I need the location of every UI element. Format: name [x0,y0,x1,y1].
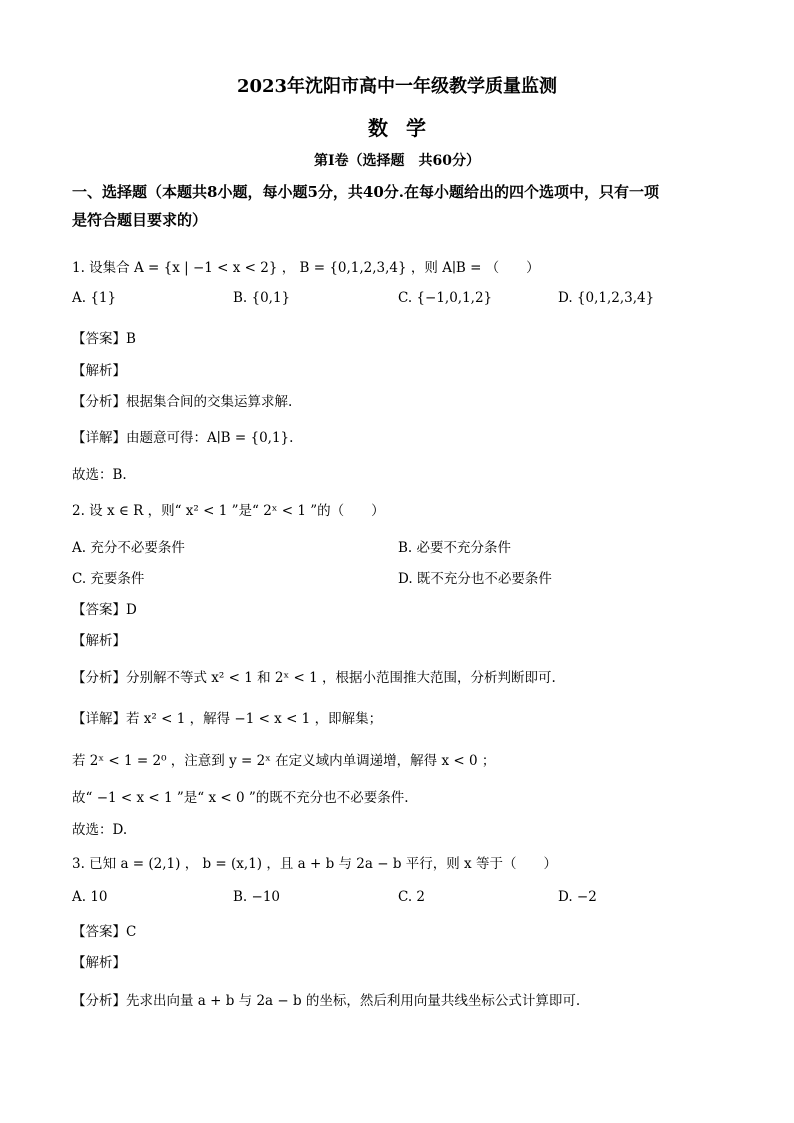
q3-fenxi: 【分析】先求出向量 a + b 与 2a − b 的坐标，然后利用向量共线坐标公式计算即可. [72,993,581,1009]
q3-option-b: B. −10 [233,889,280,905]
q1-option-d: D. {0,1,2,3,4} [558,290,655,306]
q2-option-d: D. 既不充分也不必要条件 [398,571,552,587]
q2-option-c: C. 充要条件 [72,571,145,587]
q1-guxuan: 故选：B. [72,467,127,483]
q3-jiexi: 【解析】 [72,955,126,971]
q3-stem: 3. 已知 a = (2,1) ， b = (x,1) ，且 a + b 与 2a − b 平行，则 x 等于（ ） [72,856,557,872]
q1-fenxi: 【分析】根据集合间的交集运算求解. [72,394,293,410]
part-title: 第Ⅰ卷（选择题 共60分） [313,153,481,169]
q1-xiangjie: 【详解】由题意可得：A∣B = {0,1}. [72,430,294,446]
page-title: 2023年沈阳市高中一年级教学质量监测 [236,76,558,97]
q3-option-a: A. 10 [72,889,108,905]
section-heading-line2: 是符合题目要求的） [72,211,208,229]
section-heading-line1: 一、选择题（本题共8小题，每小题5分，共40分.在每小题给出的四个选项中，只有一项 [72,183,659,201]
q3-answer: 【答案】C [72,924,137,940]
subject-title: 数学 [368,116,444,140]
q1-option-c: C. {−1,0,1,2} [398,290,493,306]
q3-option-c: C. 2 [398,889,426,905]
q2-guxuan: 故选：D. [72,822,128,838]
q2-stem: 2. 设 x ∈ R ，则“ x² < 1 ”是“ 2ˣ < 1 ”的（ ） [72,503,385,519]
q2-answer: 【答案】D [72,602,137,618]
q1-answer: 【答案】B [72,331,136,347]
q1-stem: 1. 设集合 A = {x | −1 < x < 2} ， B = {0,1,2,3,4} ，则 A∣B = （ ） [72,260,540,276]
q2-option-a: A. 充分不必要条件 [72,540,185,556]
q2-option-b: B. 必要不充分条件 [398,540,512,556]
q2-detail-line2: 若 2ˣ < 1 = 2⁰ ，注意到 y = 2ˣ 在定义域内单调递增，解得 x < 0 ； [72,753,496,769]
q2-xiangjie: 【详解】若 x² < 1 ，解得 −1 < x < 1 ，即解集； [72,711,383,727]
q1-option-b: B. {0,1} [233,290,291,306]
q3-option-d: D. −2 [558,889,597,905]
q2-jiexi: 【解析】 [72,633,126,649]
q1-jiexi: 【解析】 [72,363,126,379]
q2-fenxi: 【分析】分别解不等式 x² < 1 和 2ˣ < 1 ，根据小范围推大范围，分析判断即可. [72,670,556,686]
q2-detail-line3: 故“ −1 < x < 1 ”是“ x < 0 ”的既不充分也不必要条件. [72,790,409,806]
q1-option-a: A. {1} [72,290,117,306]
